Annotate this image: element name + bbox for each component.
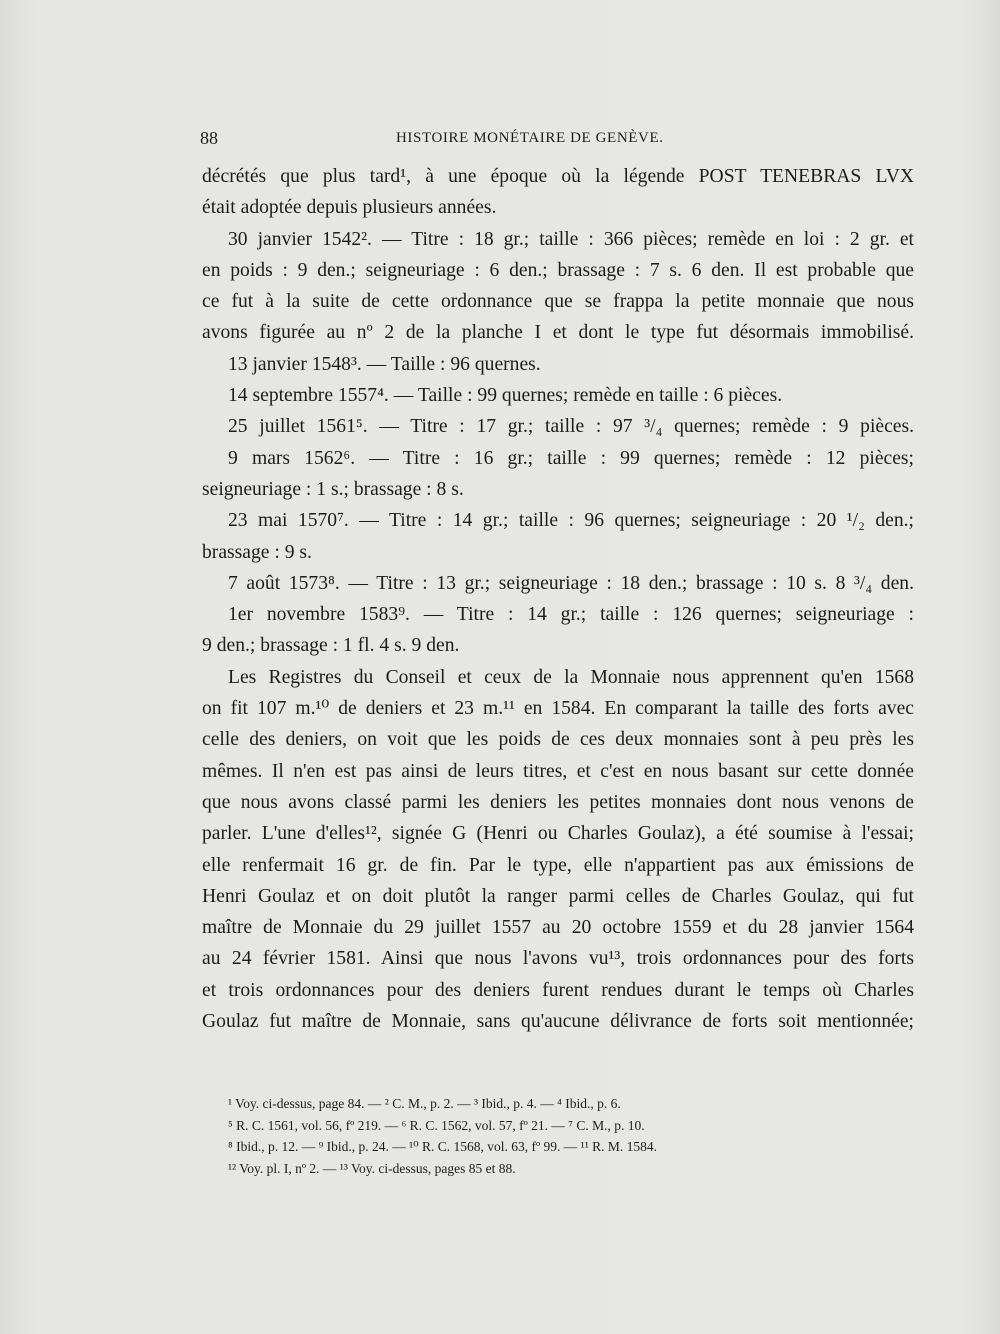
text-line: au 24 février 1581. Ainsi que nous l'avons vu¹³, trois ordonnances pour des forts: [202, 948, 914, 970]
text-line: 1er novembre 1583⁹. — Titre : 14 gr.; taille : 126 quernes; seigneuriage :: [228, 604, 914, 626]
page-header: [200, 128, 912, 154]
text-line: que nous avons classé parmi les deniers les petites monnaies dont nous venons de: [202, 791, 914, 813]
footnotes: [228, 1093, 868, 1179]
text-line: seigneuriage : 1 s.; brassage : 8 s.: [202, 478, 464, 500]
text-line: maître de Monnaie du 29 juillet 1557 au 20 octobre 1559 et du 28 janvier 1564: [202, 917, 914, 939]
text-line: on fit 107 m.¹⁰ de deniers et 23 m.¹¹ en 1584. En comparant la taille des forts avec: [202, 698, 914, 720]
text-line: mêmes. Il n'en est pas ainsi de leurs titres, et c'est en nous basant sur cette donnée: [202, 760, 914, 782]
text-line: 13 janvier 1548³. — Taille : 96 quernes.: [228, 353, 541, 375]
text-line: en poids : 9 den.; seigneuriage : 6 den.; brassage : 7 s. 6 den. Il est probable que: [202, 259, 914, 281]
text-line: Henri Goulaz et on doit plutôt la ranger parmi celles de Charles Goulaz, qui fut: [202, 885, 914, 907]
text-line: 25 juillet 1561⁵. — Titre : 17 gr.; taille : 97 ³/₄ quernes; remède : 9 pièces.: [228, 416, 914, 438]
text-line: 9 den.; brassage : 1 fl. 4 s. 9 den.: [202, 635, 460, 657]
text-line: 9 mars 1562⁶. — Titre : 16 gr.; taille : 99 quernes; remède : 12 pièces;: [228, 447, 914, 469]
text-line: avons figurée au nº 2 de la planche I et dont le type fut désormais immobilisé.: [202, 322, 914, 344]
footnote-line: ¹ Voy. ci-dessus, page 84. — ² C. M., p. 2. — ³ Ibid., p. 4. — ⁴ Ibid., p. 6.: [228, 1096, 621, 1111]
text-line: parler. L'une d'elles¹², signée G (Henri ou Charles Goulaz), a été soumise à l'essai;: [202, 823, 914, 845]
text-line: ce fut à la suite de cette ordonnance que se frappa la petite monnaie que nous: [202, 291, 914, 313]
footnote-line: ⁸ Ibid., p. 12. — ⁹ Ibid., p. 24. — ¹⁰ R. C. 1568, vol. 63, fº 99. — ¹¹ R. M. 1584.: [228, 1139, 658, 1154]
text-line: 7 août 1573⁸. — Titre : 13 gr.; seigneuriage : 18 den.; brassage : 10 s. 8 ³/₄ den.: [228, 572, 914, 594]
footnote-line: ¹² Voy. pl. I, nº 2. — ¹³ Voy. ci-dessus, pages 85 et 88.: [228, 1160, 516, 1176]
text-line: et trois ordonnances pour des deniers furent rendues durant le temps où Charles: [202, 979, 914, 1001]
text-line: 14 septembre 1557⁴. — Taille : 99 quernes; remède en taille : 6 pièces.: [228, 385, 783, 407]
running-title: HISTOIRE MONÉTAIRE DE GENÈVE.: [396, 130, 664, 146]
text-line: décrétés que plus tard¹, à une époque où la légende POST TENEBRAS LVX: [202, 166, 914, 187]
text-line: brassage : 9 s.: [202, 541, 312, 563]
body-text: [202, 161, 914, 1037]
text-line: 23 mai 1570⁷. — Titre : 14 gr.; taille : 96 quernes; seigneuriage : 20 ¹/₂ den.;: [228, 510, 914, 532]
text-line: 30 janvier 1542². — Titre : 18 gr.; taille : 366 pièces; remède en loi : 2 gr. et: [228, 228, 914, 250]
text-line: était adoptée depuis plusieurs années.: [202, 197, 497, 219]
text-line: elle renfermait 16 gr. de fin. Par le type, elle n'appartient pas aux émissions de: [202, 854, 914, 876]
text-line: Les Registres du Conseil et ceux de la Monnaie nous apprennent qu'en 1568: [228, 666, 914, 688]
page-number: 88: [200, 128, 218, 148]
text-line: Goulaz fut maître de Monnaie, sans qu'aucune délivrance de forts soit mentionnée;: [202, 1011, 914, 1033]
text-line: celle des deniers, on voit que les poids de ces deux monnaies sont à peu près les: [202, 729, 914, 751]
footnote-line: ⁵ R. C. 1561, vol. 56, fº 219. — ⁶ R. C. 1562, vol. 57, fº 21. — ⁷ C. M., p. 10.: [228, 1117, 645, 1133]
